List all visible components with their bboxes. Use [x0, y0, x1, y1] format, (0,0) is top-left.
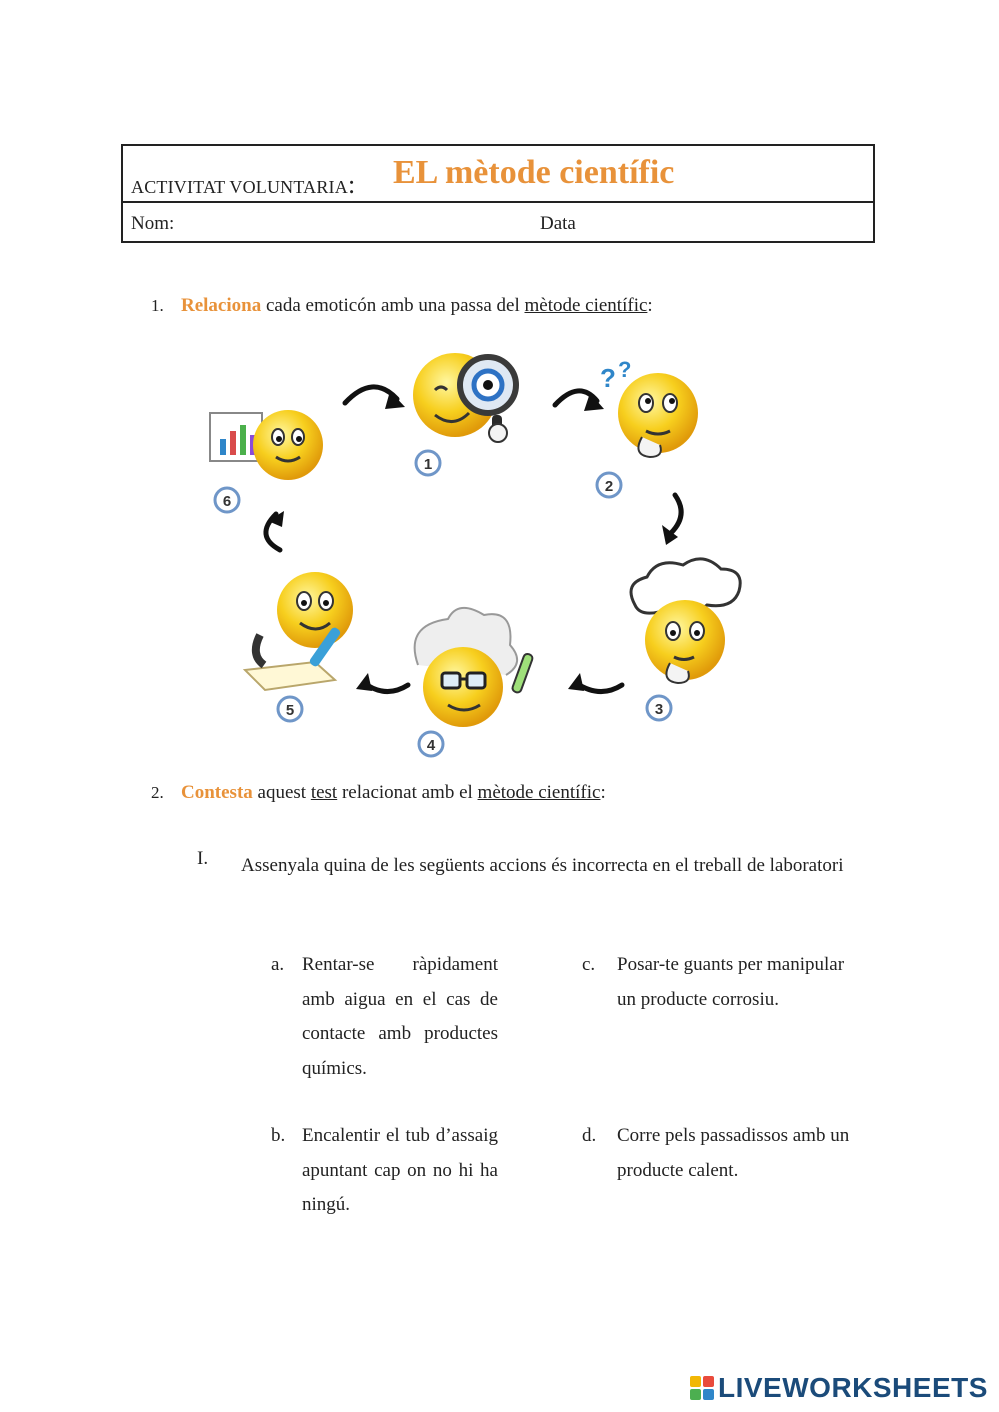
- question-1-link: mètode científic: [524, 295, 648, 316]
- step-number-4: 4: [426, 737, 436, 754]
- question-2-keyword: Contesta: [181, 782, 253, 803]
- option-d-text: Corre pels passadissos amb un producte calent.: [617, 1125, 850, 1181]
- option-a-letter: a.: [271, 954, 285, 975]
- step-badge-2: [597, 473, 621, 497]
- question-2-link: mètode científic: [477, 782, 601, 803]
- step-badge-6: [215, 488, 239, 512]
- svg-text:?: ?: [618, 357, 632, 382]
- date-label: Data: [540, 213, 576, 234]
- svg-text:?: ?: [600, 363, 616, 393]
- emoji-observation: [413, 353, 516, 442]
- liveworksheets-logo-icon: [690, 1376, 714, 1400]
- question-2-number: 2.: [151, 783, 164, 802]
- emoji-conclusion: [210, 410, 323, 480]
- step-badge-4: [419, 732, 443, 756]
- emoji-experiment: [415, 608, 534, 727]
- question-2-text-middle: relacionat amb el: [337, 782, 478, 803]
- activity-label: ACTIVITAT VOLUNTARIA:: [131, 170, 356, 199]
- option-c-text: Posar-te guants per manipular un producte corrosiu.: [617, 954, 845, 1010]
- emoji-results: [245, 572, 353, 690]
- step-badge-3: [647, 696, 671, 720]
- option-a-text: Rentar-se ràpidament amb aigua en el cas de contacte amb productes químics.: [302, 954, 498, 1079]
- item-i-numeral: I.: [197, 848, 209, 869]
- question-2-text: aquest: [252, 782, 311, 803]
- question-1-text: cada emoticón amb una passa del: [261, 295, 525, 316]
- step-number-6: 6: [222, 493, 232, 510]
- emoji-hypothesis: [631, 559, 740, 683]
- page-title: EL mètode científic: [393, 154, 675, 191]
- option-c-letter: c.: [582, 954, 596, 975]
- step-badge-5: [278, 697, 302, 721]
- question-1-colon: :: [647, 295, 653, 316]
- item-i-text: Assenyala quina de les següents accions és incorrecta en el treball de laboratori: [241, 855, 844, 876]
- activity-colon: :: [347, 170, 356, 199]
- step-number-2: 2: [604, 478, 614, 495]
- header-box: [121, 144, 875, 243]
- liveworksheets-logo-text: LIVEWORKSHEETS: [718, 1372, 988, 1403]
- question-2-colon: :: [600, 782, 606, 803]
- header-title-row: [123, 146, 873, 203]
- question-1-keyword: Relaciona: [181, 295, 262, 316]
- liveworksheets-logo: [690, 1372, 988, 1404]
- step-badge-1: [416, 451, 440, 475]
- step-number-1: 1: [423, 456, 433, 473]
- question-2: [151, 782, 606, 804]
- option-b-letter: b.: [271, 1125, 286, 1146]
- name-label: Nom:: [131, 213, 175, 234]
- question-2-test-word: test: [310, 782, 338, 803]
- step-number-5: 5: [285, 702, 295, 719]
- question-1-number: 1.: [151, 296, 164, 315]
- option-b-text: Encalentir el tub d’assaig apuntant cap on no hi ha ningú.: [302, 1125, 498, 1215]
- scientific-method-cycle-illustration: [180, 335, 820, 775]
- step-number-3: 3: [654, 701, 664, 718]
- option-d-letter: d.: [582, 1125, 597, 1146]
- arrow-2-to-3: [671, 495, 681, 533]
- emoji-question: [600, 357, 698, 457]
- question-1: [151, 295, 653, 317]
